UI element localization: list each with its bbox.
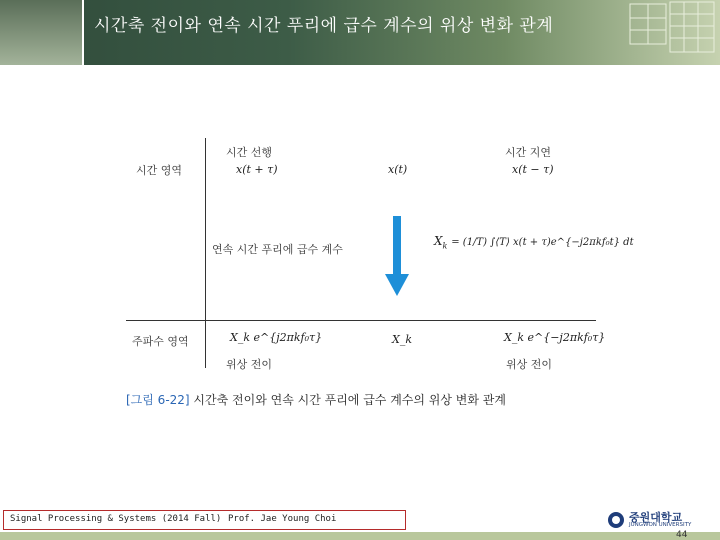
phase-shift-figure — [120, 138, 634, 413]
vertical-divider — [205, 138, 206, 368]
footer-info-box — [3, 510, 406, 530]
footer-author: Prof. Jae Young Choi — [228, 514, 337, 524]
page-number: 44 — [676, 530, 688, 540]
figure-caption — [126, 391, 506, 408]
expr-x-center: x(t) — [388, 163, 408, 176]
label-freq-domain: 주파수 영역 — [132, 335, 189, 348]
label-time-domain: 시간 영역 — [136, 164, 183, 177]
label-fourier-coef: 연속 시간 푸리에 급수 계수 — [212, 243, 343, 256]
caption-number: [그림 6-22] — [126, 393, 190, 407]
expr-coef-formula: $X_k = (1/T)$ ∫⟨T⟩ x(t + τ)e^{−j2πkf₀t} dt — [434, 234, 634, 251]
footer-bar — [0, 532, 720, 540]
slide-title: 시간축 전이와 연속 시간 푸리에 급수 계수의 위상 변화 관계 — [94, 16, 554, 36]
header-building-decoration — [620, 0, 720, 65]
expr-freq-center: X_k — [392, 333, 412, 346]
horizontal-divider — [126, 320, 596, 321]
down-arrow-icon — [384, 216, 410, 298]
university-emblem-icon — [607, 510, 625, 530]
header-left-block — [0, 0, 84, 65]
label-time-lead: 시간 선행 — [226, 146, 273, 159]
footer-course: Signal Processing & Systems (2014 Fall) — [10, 514, 222, 524]
expr-x-lag: x(t − τ) — [512, 163, 554, 176]
university-name-en: JUNGWON UNIVERSITY — [629, 522, 692, 528]
expr-x-lead: x(t + τ) — [236, 163, 278, 176]
caption-text: 시간축 전이와 연속 시간 푸리에 급수 계수의 위상 변화 관계 — [189, 393, 506, 407]
university-logo — [607, 508, 713, 532]
expr-freq-lead: X_k e^{j2πkf₀τ} — [230, 331, 323, 344]
expr-freq-lag: X_k e^{−j2πkf₀τ} — [504, 331, 606, 344]
label-time-lag: 시간 지연 — [505, 146, 552, 159]
slide-header — [0, 0, 720, 65]
label-phase-shift-left: 위상 전이 — [226, 358, 273, 371]
university-name: 중원대학교 — [629, 511, 683, 524]
label-phase-shift-right: 위상 전이 — [506, 358, 553, 371]
